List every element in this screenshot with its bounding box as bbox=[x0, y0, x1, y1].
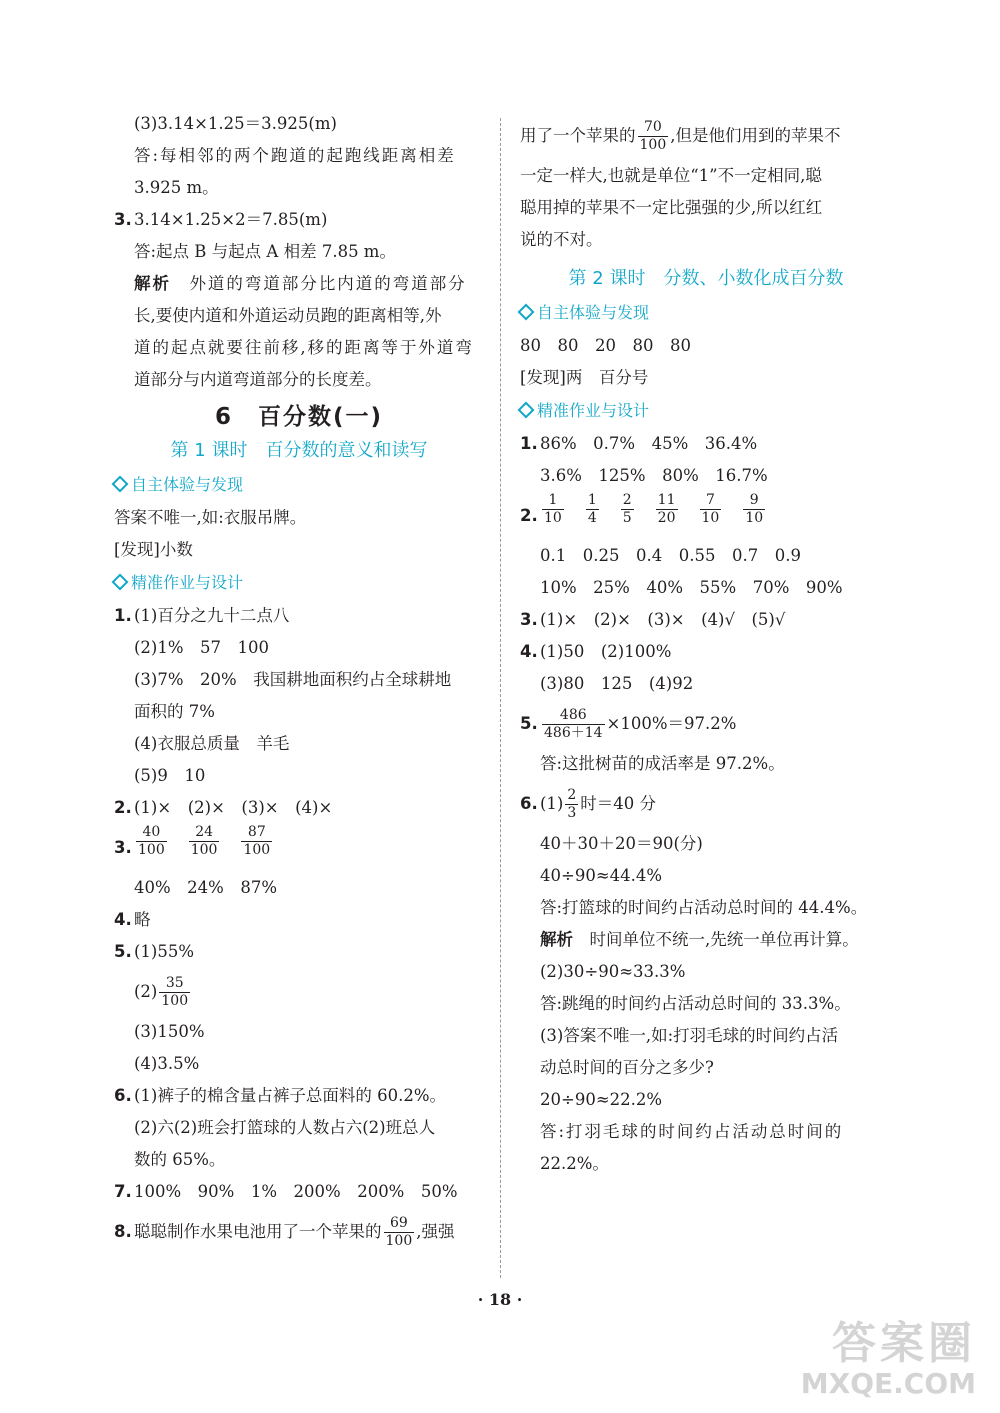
fraction: $\frac{40}{100}$ bbox=[138, 824, 165, 858]
question-number: 3. bbox=[520, 610, 538, 629]
fraction: $\frac{1}{4}$ bbox=[587, 492, 597, 526]
text-line: (2)六(2)班会打篮球的人数占六(2)班总人 bbox=[134, 1118, 436, 1137]
diamond-icon bbox=[112, 574, 129, 591]
diamond-icon bbox=[518, 304, 535, 321]
text-line: 3.6% 125% 80% 16.7% bbox=[540, 466, 768, 485]
question-number: 6. bbox=[114, 1086, 132, 1105]
question-number: 6. bbox=[520, 794, 538, 813]
text-line: 3.925 m。 bbox=[134, 178, 219, 197]
text-line: 80 80 20 80 80 bbox=[520, 336, 691, 355]
text-line: 0.1 0.25 0.4 0.55 0.7 0.9 bbox=[540, 546, 801, 565]
lesson-title: 第 2 课时 分数、小数化成百分数 bbox=[568, 268, 844, 289]
text-line: 22.2%。 bbox=[540, 1154, 609, 1173]
text-line: [发现]两 百分号 bbox=[520, 368, 649, 387]
text-line: 100% 90% 1% 200% 200% 50% bbox=[134, 1182, 458, 1201]
chapter-title: 6 百分数(一) bbox=[214, 404, 384, 430]
text-line: 40＋30＋20＝90(分) bbox=[540, 834, 703, 853]
fraction: $\frac{87}{100}$ bbox=[243, 824, 271, 858]
text-line: [发现]小数 bbox=[114, 540, 193, 559]
question-number: 8. bbox=[114, 1222, 132, 1241]
text-line: (1)裤子的棉含量占裤子总面料的 60.2%。 bbox=[134, 1086, 447, 1105]
left-column bbox=[114, 108, 484, 1256]
text-line: 面积的 7% bbox=[134, 702, 215, 721]
fraction: $\frac{70}{100}$ bbox=[639, 119, 667, 153]
text-line: 道的起点就要往前移,移的距离等于外道弯 bbox=[134, 338, 474, 357]
analysis-label: 解析 bbox=[540, 930, 573, 949]
text-line: 40% 24% 87% bbox=[134, 878, 278, 897]
text-line: (1)百分之九十二点八 bbox=[134, 606, 290, 625]
text-line: 3.14×1.25×2＝7.85(m) bbox=[134, 210, 328, 229]
question-number: 5. bbox=[520, 714, 538, 733]
text-line: (3)150% bbox=[134, 1022, 205, 1041]
question-number: 2. bbox=[114, 798, 132, 817]
text-line: (2) $\frac{35}{100}$ bbox=[134, 975, 189, 1009]
text-line: (4)3.5% bbox=[134, 1054, 200, 1073]
section-heading: 自主体验与发现 bbox=[520, 296, 892, 330]
text-line: 一定一样大,也就是单位“1”不一定相同,聪 bbox=[520, 166, 822, 185]
text-line: (3)7% 20% 我国耕地面积约占全球耕地 bbox=[134, 670, 452, 689]
question-number: 4. bbox=[114, 910, 132, 929]
text-line: 答案不唯一,如:衣服吊牌。 bbox=[114, 508, 307, 527]
text-line: (1)× (2)× (3)× (4)√ (5)√ bbox=[540, 610, 786, 629]
text-line: 长,要使内道和外道运动员跑的距离相等,外 bbox=[134, 306, 442, 325]
fraction: $\frac{2}{3}$ bbox=[567, 787, 577, 821]
text-line: (2)1% 57 100 bbox=[134, 638, 270, 657]
watermark-url: MXQE.COM bbox=[800, 1367, 976, 1400]
text-line: 略 bbox=[134, 910, 151, 929]
fraction: $\frac{35}{100}$ bbox=[161, 975, 189, 1009]
section-heading: 精准作业与设计 bbox=[520, 394, 892, 428]
fraction: $\frac{24}{100}$ bbox=[190, 824, 218, 858]
text-line: 聪聪制作水果电池用了一个苹果的 $\frac{69}{100}$ ,强强 bbox=[134, 1215, 455, 1249]
text-line: (1)× (2)× (3)× (4)× bbox=[134, 798, 333, 817]
text-line: (3)3.14×1.25＝3.925(m) bbox=[134, 114, 337, 133]
text-line: 答:这批树苗的成活率是 97.2%。 bbox=[540, 754, 785, 773]
text-line: 86% 0.7% 45% 36.4% bbox=[540, 434, 758, 453]
text-line: 10% 25% 40% 55% 70% 90% bbox=[540, 578, 843, 597]
fraction: $\frac{9}{10}$ bbox=[745, 492, 764, 526]
lesson-title: 第 1 课时 百分数的意义和读写 bbox=[170, 440, 428, 461]
text-line: 答:跳绳的时间约占活动总时间的 33.3%。 bbox=[540, 994, 851, 1013]
page-number: · 18 · bbox=[477, 1290, 523, 1309]
text-line: 说的不对。 bbox=[520, 230, 603, 249]
diamond-icon bbox=[518, 402, 535, 419]
question-number: 4. bbox=[520, 642, 538, 661]
watermark-logo bbox=[776, 1320, 976, 1400]
text-line: 数的 65%。 bbox=[134, 1150, 226, 1169]
text-line: (1) $\frac{2}{3}$ 时＝40 分 bbox=[540, 787, 657, 821]
fraction: $\frac{7}{10}$ bbox=[701, 492, 720, 526]
text-line: 道部分与内道弯道部分的长度差。 bbox=[134, 370, 382, 389]
text-line: (3)答案不唯一,如:打羽毛球的时间约占活 bbox=[540, 1026, 839, 1045]
fraction: $\frac{2}{5}$ bbox=[622, 492, 632, 526]
diamond-icon bbox=[112, 476, 129, 493]
question-number: 1. bbox=[114, 606, 132, 625]
analysis-label: 解析 bbox=[134, 274, 171, 293]
text-line: (1)55% bbox=[134, 942, 195, 961]
analysis-text: 外道的弯道部分比内道的弯道部分 bbox=[189, 274, 467, 293]
question-number: 3. bbox=[114, 838, 132, 857]
question-number: 5. bbox=[114, 942, 132, 961]
column-divider bbox=[500, 118, 501, 1278]
text-line: 40÷90≈44.4% bbox=[540, 866, 663, 885]
text-line: 动总时间的百分之多少? bbox=[540, 1058, 714, 1077]
analysis-text: 时间单位不统一,先统一单位再计算。 bbox=[589, 930, 859, 949]
question-number: 3. bbox=[114, 210, 132, 229]
question-number: 1. bbox=[520, 434, 538, 453]
text-line: (3)80 125 (4)92 bbox=[540, 674, 694, 693]
fraction: $\frac{69}{100}$ bbox=[385, 1215, 413, 1249]
text-line: (5)9 10 bbox=[134, 766, 206, 785]
text-line: (2)30÷90≈33.3% bbox=[540, 962, 686, 981]
text-line: 20÷90≈22.2% bbox=[540, 1090, 663, 1109]
fraction-row bbox=[134, 824, 274, 859]
text-line: (1)50 (2)100% bbox=[540, 642, 672, 661]
fraction: $\frac{486}{486+14}$ bbox=[544, 707, 603, 741]
section-heading: 精准作业与设计 bbox=[114, 566, 484, 600]
text-line: $\frac{486}{486+14}$ ×100%＝97.2% bbox=[544, 707, 737, 741]
text-line: 用了一个苹果的 $\frac{70}{100}$ ,但是他们用到的苹果不 bbox=[520, 119, 841, 153]
text-line: 答:打羽毛球的时间约占活动总时间的 bbox=[540, 1122, 844, 1141]
watermark-title: 答案圈 bbox=[832, 1318, 976, 1369]
text-line: 答:每相邻的两个跑道的起跑线距离相差 bbox=[134, 146, 456, 165]
text-line: 聪用掉的苹果不一定比强强的少,所以红红 bbox=[520, 198, 823, 217]
fraction-row bbox=[540, 492, 767, 527]
right-column bbox=[520, 112, 892, 1180]
text-line: (4)衣服总质量 羊毛 bbox=[134, 734, 290, 753]
text-line: 答:起点 B 与起点 A 相差 7.85 m。 bbox=[134, 242, 396, 261]
fraction: $\frac{1}{10}$ bbox=[544, 492, 562, 526]
fraction: $\frac{11}{20}$ bbox=[657, 492, 676, 526]
question-number: 7. bbox=[114, 1182, 132, 1201]
section-heading: 自主体验与发现 bbox=[114, 468, 484, 502]
text-line: 答:打篮球的时间约占活动总时间的 44.4%。 bbox=[540, 898, 868, 917]
question-number: 2. bbox=[520, 506, 538, 525]
